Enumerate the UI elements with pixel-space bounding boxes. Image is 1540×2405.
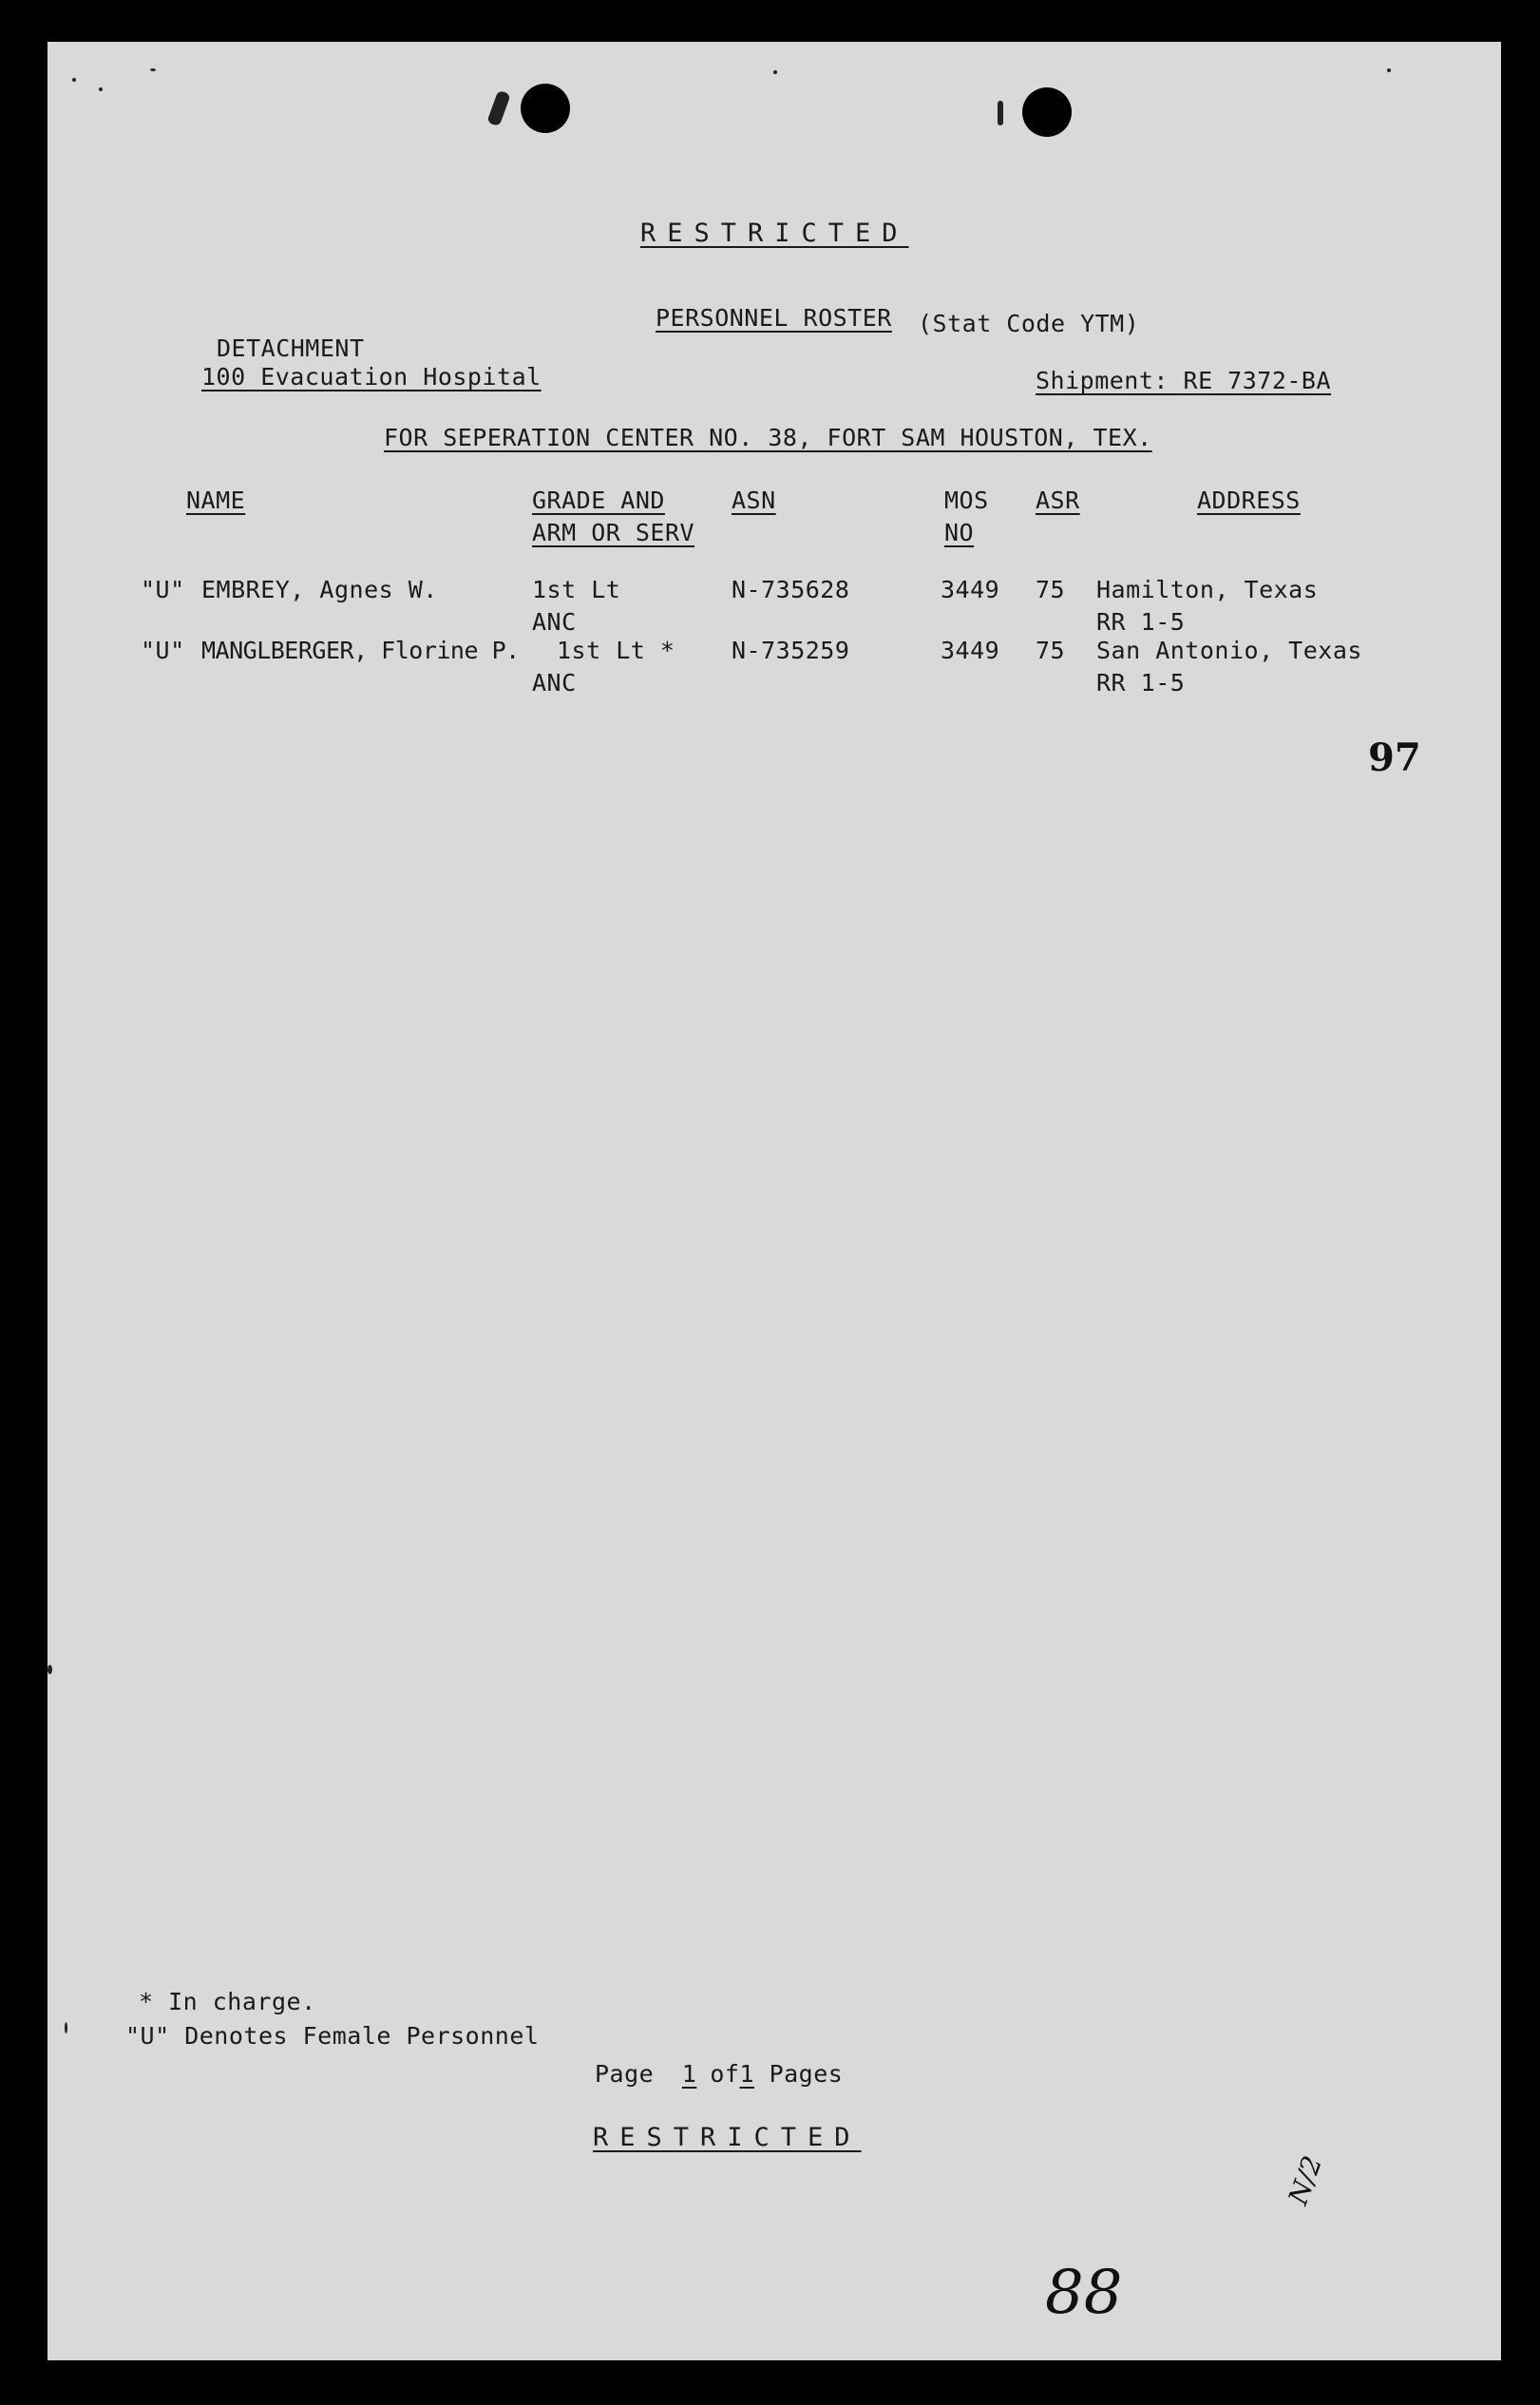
row-asn: N-735628 — [732, 576, 850, 603]
speck — [1387, 68, 1391, 72]
punch-hole-left — [521, 84, 570, 133]
row-address-line1: Hamilton, Texas — [1096, 576, 1319, 603]
header-mos-line2: NO — [944, 519, 975, 546]
handwritten-number: 88 — [1045, 2258, 1123, 2328]
destination-line: FOR SEPERATION CENTER NO. 38, FORT SAM HOUSTON, TEX. — [384, 424, 1152, 451]
page-of: of — [710, 2060, 740, 2088]
page-current: 1 — [681, 2060, 697, 2088]
speck — [72, 78, 76, 82]
header-mos-line1: MOS — [944, 487, 989, 514]
stamped-number: 97 — [1368, 735, 1421, 780]
row-name: MANGLBERGER, Florine P. — [201, 637, 520, 664]
speck — [773, 70, 777, 74]
document-page — [48, 42, 1501, 2360]
row-arm: ANC — [532, 608, 577, 636]
speck — [48, 1665, 52, 1674]
roster-title: PERSONNEL ROSTER — [656, 304, 892, 332]
handwritten-mark: N/2 — [1282, 2151, 1329, 2209]
speck — [99, 87, 103, 91]
row-mos: 3449 — [941, 637, 1000, 664]
page-prefix: Page — [595, 2060, 655, 2088]
header-address: ADDRESS — [1197, 487, 1301, 514]
punch-hole-right — [1022, 87, 1072, 137]
row-mos: 3449 — [941, 576, 1000, 603]
row-asn: N-735259 — [732, 637, 850, 664]
page-total: 1 — [739, 2060, 755, 2088]
header-name: NAME — [186, 487, 246, 514]
row-arm: ANC — [532, 669, 577, 697]
page-suffix: Pages — [769, 2060, 844, 2088]
row-address-line1: San Antonio, Texas — [1096, 637, 1362, 664]
row-prefix: "U" — [141, 637, 185, 664]
page-indicator — [595, 2060, 843, 2088]
row-prefix: "U" — [141, 576, 185, 603]
row-name: EMBREY, Agnes W. — [201, 576, 438, 603]
header-grade-line2: ARM OR SERV — [532, 519, 695, 546]
row-address-line2: RR 1-5 — [1096, 608, 1186, 636]
speck — [150, 68, 156, 71]
row-grade: 1st Lt — [532, 576, 621, 603]
header-asn: ASN — [732, 487, 776, 514]
header-asr: ASR — [1036, 487, 1080, 514]
speck — [65, 2022, 67, 2033]
punch-mark-right — [998, 101, 1003, 125]
row-grade: 1st Lt * — [557, 637, 675, 664]
classification-bottom: RESTRICTED — [593, 2123, 862, 2152]
header-grade-line1: GRADE AND — [532, 487, 665, 514]
row-asr: 75 — [1036, 637, 1066, 664]
stat-code: (Stat Code YTM) — [918, 310, 1140, 337]
footnote-in-charge: * In charge. — [139, 1988, 316, 2015]
unit-label: DETACHMENT — [217, 334, 365, 362]
punch-mark-left — [486, 90, 510, 127]
row-address-line2: RR 1-5 — [1096, 669, 1186, 697]
unit-name: 100 Evacuation Hospital — [201, 363, 542, 391]
shipment-number: Shipment: RE 7372-BA — [1036, 367, 1332, 394]
row-asr: 75 — [1036, 576, 1066, 603]
classification-top: RESTRICTED — [640, 219, 909, 248]
footnote-female: "U" Denotes Female Personnel — [125, 2022, 540, 2050]
